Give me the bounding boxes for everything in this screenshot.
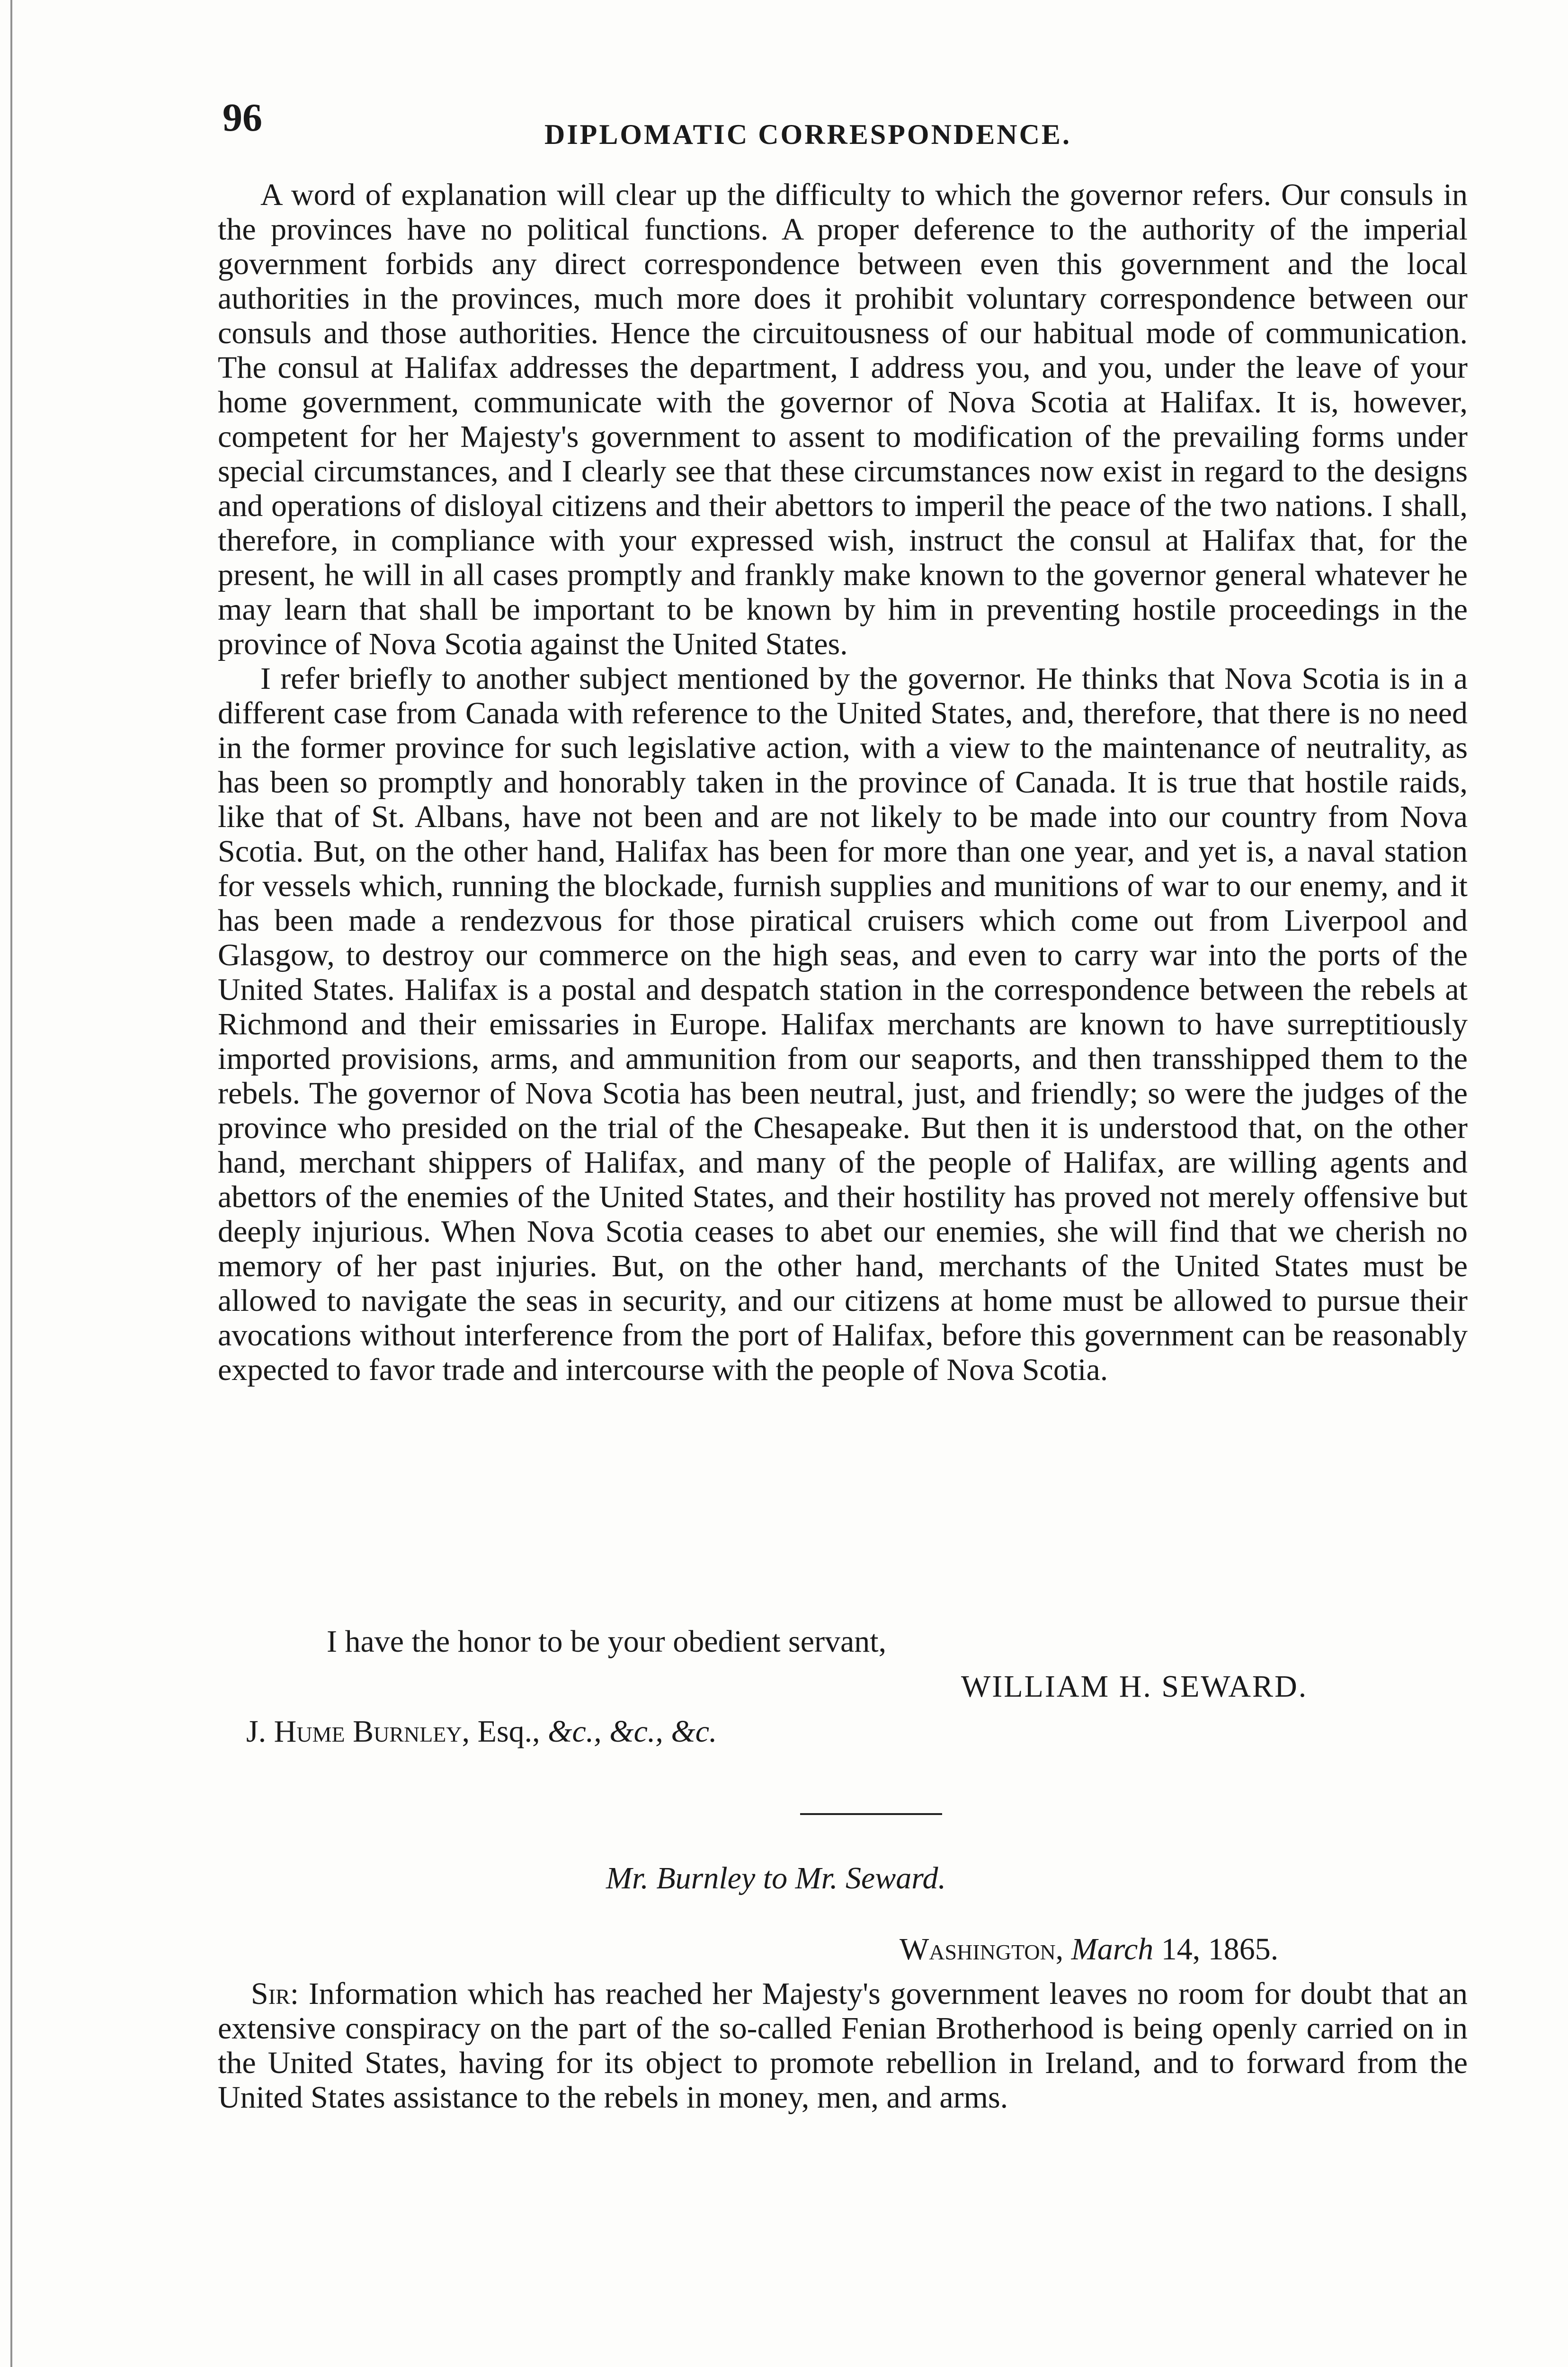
addressee-name: J. Hume Burnley,: [246, 1714, 470, 1749]
addressee: [246, 1714, 717, 1750]
next-letter-text: Information which has reached her Majesty's government leaves no room for doubt that an extensive conspiracy on the part of the so-called Fenian Brotherhood is being openly carried on in the United States, having for its object to promote rebellion in Ireland, and to forward from the United States assistance to the rebels in money, men, and arms.: [218, 1976, 1468, 2115]
addressee-suffix: Esq.,: [470, 1714, 548, 1749]
dateline-place: Washington,: [900, 1932, 1064, 1967]
signature: WILLIAM H. SEWARD.: [961, 1669, 1308, 1704]
binding-edge: [10, 0, 12, 2367]
closing-line: I have the honor to be your obedient servant,: [327, 1624, 887, 1659]
dateline-month: March: [1071, 1932, 1154, 1967]
paragraph-2: I refer briefly to another subject mentioned by the governor. He thinks that Nova Scotia is in a different case from Canada with reference to the United States, and, therefore, that there is no need in the former province for such legislative action, with a view to the maintenance of neutrality, as has been so promptly and honorably taken in the province of Canada. It is true that hostile raids, like that of St. Albans, have not been and are not likely to be made into our country from Nova Scotia. But, on the other hand, Halifax has been for more than one year, and yet is, a naval station for vessels which, running the blockade, furnish supplies and munitions of war to our enemy, and it has been made a rendezvous for those piratical cruisers which come out from Liverpool and Glasgow, to destroy our commerce on the high seas, and even to carry war into the ports of the United States. Halifax is a postal and despatch station in the correspondence between the rebels at Richmond and their emissaries in Europe. Halifax merchants are known to have surreptitiously imported provisions, arms, and ammunition from our seaports, and then transshipped them to the rebels. The governor of Nova Scotia has been neutral, just, and friendly; so were the judges of the province who presided on the trial of the Chesapeake. But then it is understood that, on the other hand, merchant shippers of Halifax, and many of the people of Halifax, are willing agents and abettors of the enemies of the United States, and their hostility has proved not merely offensive but deeply injurious. When Nova Scotia ceases to abet our enemies, she will find that we cherish no memory of her past injuries. But, on the other hand, merchants of the United States must be allowed to navigate the seas in security, and our citizens at home must be allowed to pursue their avocations without interference from the port of Halifax, before this government can be reasonably expected to favor trade and intercourse with the people of Nova Scotia.: [218, 661, 1468, 1387]
section-divider: [800, 1813, 942, 1815]
addressee-etc: &c., &c., &c.: [548, 1714, 717, 1749]
page-number: 96: [223, 96, 262, 140]
running-head: DIPLOMATIC CORRESPONDENCE.: [544, 119, 1071, 150]
dateline: [900, 1931, 1278, 1967]
letter-heading: Mr. Burnley to Mr. Seward.: [606, 1861, 946, 1895]
salutation: Sir:: [251, 1976, 299, 2011]
paragraph-1: A word of explanation will clear up the difficulty to which the governor refers. Our consuls in the provinces have no political functions. A proper deference to the authority of the imperial government forbids any direct correspondence between even this government and the local authorities in the provinces, much more does it prohibit voluntary correspondence between our consuls and those authorities. Hence the circuitousness of our habitual mode of communication. The consul at Halifax addresses the department, I address you, and you, under the leave of your home government, communicate with the governor of Nova Scotia at Halifax. It is, however, competent for her Majesty's government to assent to modification of the prevailing forms under special circumstances, and I clearly see that these circumstances now exist in regard to the designs and operations of disloyal citizens and their abettors to imperil the peace of the two nations. I shall, therefore, in compliance with your expressed wish, instruct the consul at Halifax that, for the present, he will in all cases promptly and frankly make known to the governor general whatever he may learn that shall be important to be known by him in preventing hostile proceedings in the province of Nova Scotia against the United States.: [218, 178, 1468, 661]
letter-body-text: [218, 178, 1468, 1387]
dateline-day-year: 14, 1865.: [1153, 1932, 1279, 1967]
next-letter-body: [218, 1976, 1468, 2115]
